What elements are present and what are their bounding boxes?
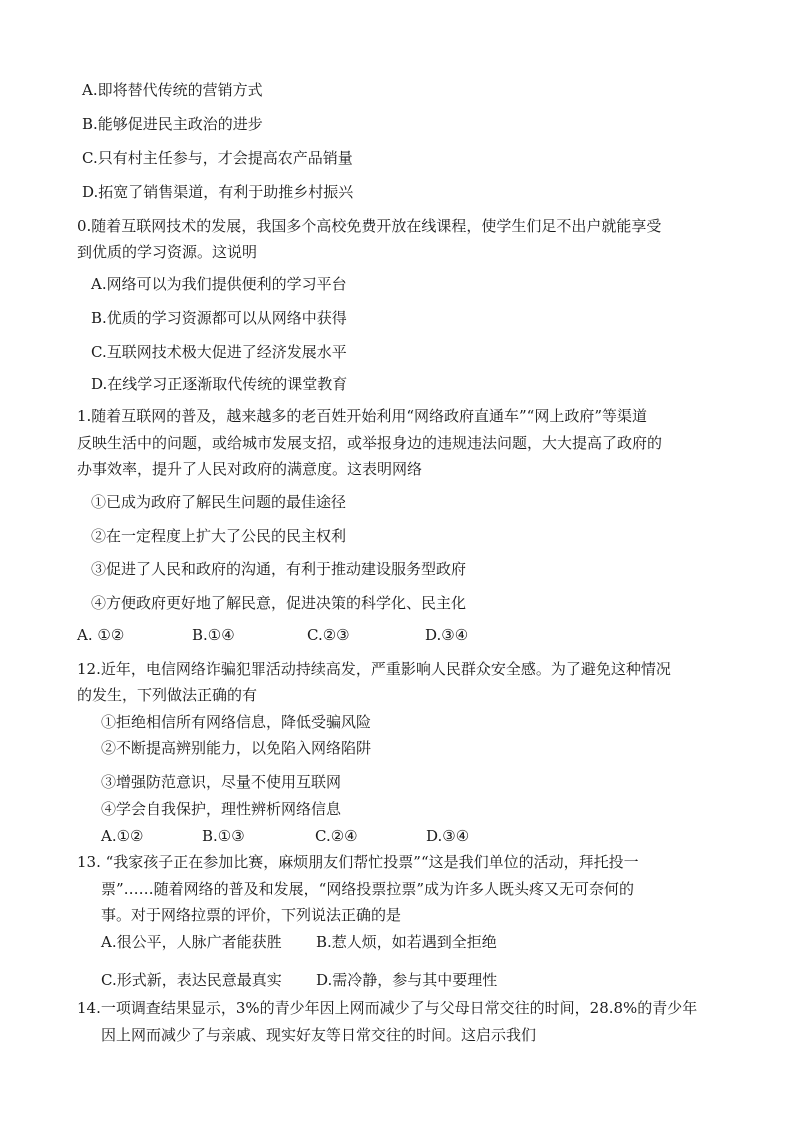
q12-statement-2: ②不断提高辨别能力，以免陷入网络陷阱 [101, 739, 372, 757]
q9-option-d: D.拓宽了销售渠道，有利于助推乡村振兴 [82, 183, 354, 201]
q12-choice-a: A.①② [101, 827, 144, 845]
q10-option-c: C.互联网技术极大促进了经济发展水平 [91, 343, 347, 361]
q14-stem-line-1: 14.一项调查结果显示，3%的青少年因上网而减少了与父母日常交往的时间，28.8%的青少年 [77, 999, 698, 1017]
q13-choice-d: D.需冷静，参与其中要理性 [316, 971, 498, 989]
q10-stem-line-1: 0.随着互联网技术的发展，我国多个高校免费开放在线课程，使学生们足不出户就能享受 [77, 217, 662, 235]
q10-option-d: D.在线学习正逐渐取代传统的课堂教育 [91, 375, 348, 393]
q13-choices-row-2 [101, 970, 521, 990]
q13-choice-b: B.惹人烦，如若遇到全拒绝 [316, 933, 497, 951]
q11-choice-b: B.①④ [192, 626, 235, 644]
q10-option-b: B.优质的学习资源都可以从网络中获得 [91, 309, 347, 327]
q9-option-b: B.能够促进民主政治的进步 [82, 115, 263, 133]
q12-choice-c: C.②④ [315, 827, 358, 845]
q11-choice-a: A. ①② [77, 626, 125, 644]
q11-stem-line-2: 反映生活中的问题，或给城市发展支招，或举报身边的违规违法问题，大大提高了政府的 [77, 434, 663, 452]
q10-option-a: A.网络可以为我们提供便利的学习平台 [91, 275, 347, 293]
q11-stem-line-1: 1.随着互联网的普及，越来越多的老百姓开始利用“网络政府直通车”“网上政府”等渠道 [77, 407, 647, 425]
q9-option-c: C.只有村主任参与，才会提高农产品销量 [82, 149, 353, 167]
q12-choices [101, 826, 501, 846]
q12-choice-d: D.③④ [426, 827, 470, 845]
q11-statement-3: ③促进了人民和政府的沟通，有利于推动建设服务型政府 [91, 560, 467, 578]
q13-stem-line-1: 13. “我家孩子正在参加比赛，麻烦朋友们帮忙投票”“这是我们单位的活动，拜托投一 [77, 853, 639, 871]
q12-statement-4: ④学会自我保护，理性辨析网络信息 [101, 800, 342, 818]
q11-statement-2: ②在一定程度上扩大了公民的民主权利 [91, 527, 347, 545]
q13-choice-c: C.形式新，表达民意最真实 [101, 971, 282, 989]
q11-choices [77, 625, 497, 645]
q14-stem-line-2: 因上网而减少了与亲戚、现实好友等日常交往的时间。这启示我们 [101, 1026, 537, 1044]
q12-choice-b: B.①③ [202, 827, 245, 845]
q12-stem-line-2: 的发生，下列做法正确的有 [77, 686, 258, 704]
q10-stem-line-2: 到优质的学习资源。这说明 [77, 243, 258, 261]
q12-stem-line-1: 12.近年，电信网络诈骗犯罪活动持续高发，严重影响人民群众安全感。为了避免这种情况 [77, 660, 671, 678]
q13-stem-line-3: 事。对于网络拉票的评价，下列说法正确的是 [101, 906, 402, 924]
q11-statement-1: ①已成为政府了解民生问题的最佳途径 [91, 493, 347, 511]
q11-statement-4: ④方便政府更好地了解民意，促进决策的科学化、民主化 [91, 594, 467, 612]
q12-statement-3: ③增强防范意识，尽量不使用互联网 [101, 773, 342, 791]
q13-stem-line-2: 票”……随着网络的普及和发展，“网络投票拉票”成为许多人既头疼又无可奈何的 [101, 880, 635, 898]
q11-choice-c: C.②③ [307, 626, 350, 644]
q9-option-a: A.即将替代传统的营销方式 [82, 81, 263, 99]
q11-stem-line-3: 办事效率，提升了人民对政府的满意度。这表明网络 [77, 460, 423, 478]
q11-choice-d: D.③④ [425, 626, 469, 644]
q12-statement-1: ①拒绝相信所有网络信息，降低受骗风险 [101, 713, 372, 731]
q13-choice-a: A.很公平，人脉广者能获胜 [101, 933, 282, 951]
q13-choices-row-1 [101, 932, 521, 952]
